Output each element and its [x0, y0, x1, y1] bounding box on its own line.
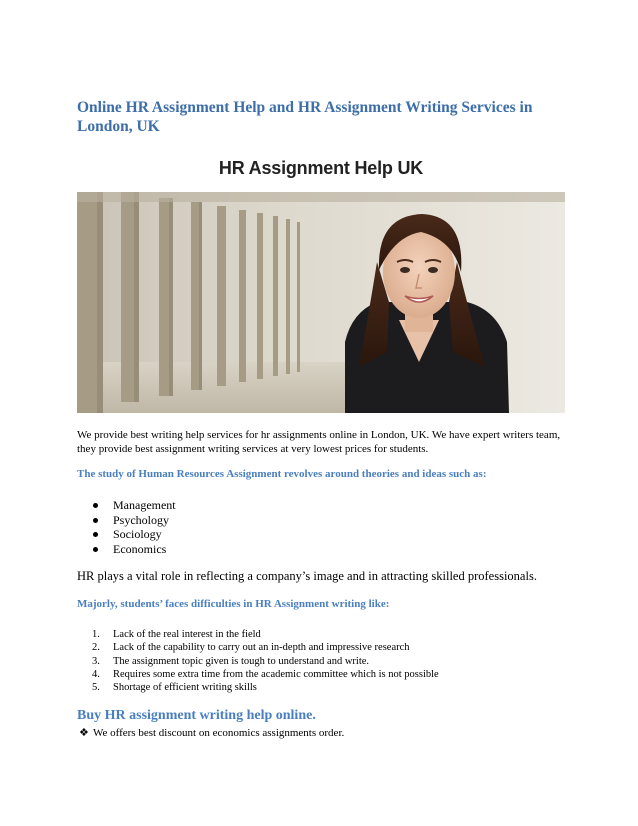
- diamond-bullet-icon: ❖: [79, 727, 89, 739]
- banner-image: [77, 150, 565, 413]
- difficulties-list: [92, 628, 439, 694]
- list-item: Economics: [93, 542, 176, 557]
- list-number: 2.: [92, 642, 100, 654]
- intro-paragraph: We provide best writing help services for hr assignments online in London, UK. We have expert writers team, they provide best assignment writing services at very lowest prices for students.: [77, 429, 561, 455]
- list-number: 3.: [92, 655, 100, 667]
- list-item: 3. The assignment topic given is tough to understand and write.: [92, 655, 370, 667]
- list-item: 4. Requires some extra time from the academic committee which is not possible: [92, 668, 439, 680]
- topics-list: [93, 498, 176, 556]
- difficulties-heading: Majorly, students’ faces difficulties in HR Assignment writing like:: [77, 598, 390, 610]
- list-item: Sociology: [93, 527, 176, 542]
- hr-statement: HR plays a vital role in reflecting a company’s image and in attracting skilled professionals.: [77, 569, 537, 583]
- bullet-dot-icon: [93, 503, 98, 508]
- list-number: 4.: [92, 668, 100, 680]
- offer-line: [79, 726, 569, 740]
- list-item: Psychology: [93, 513, 176, 528]
- bullet-dot-icon: [93, 547, 98, 552]
- list-item: 5. Shortage of efficient writing skills: [92, 682, 257, 694]
- list-item: Management: [93, 498, 176, 513]
- list-item: 2. Lack of the capability to carry out an in-depth and impressive research: [92, 642, 410, 654]
- list-number: 1.: [92, 629, 100, 640]
- list-item: 1. Lack of the real interest in the field: [92, 629, 261, 640]
- buy-heading: Buy HR assignment writing help online.: [77, 708, 316, 723]
- banner-caption: HR Assignment Help UK: [218, 158, 424, 178]
- study-heading: The study of Human Resources Assignment revolves around theories and ideas such as:: [77, 468, 487, 480]
- bullet-dot-icon: [93, 532, 98, 537]
- smiling-student-photo: [77, 192, 565, 413]
- bullet-dot-icon: [93, 518, 98, 523]
- list-number: 5.: [92, 682, 100, 694]
- page-title: Online HR Assignment Help and HR Assignment Writing Services in London, UK: [77, 99, 533, 135]
- offer-text: We offers best discount on economics assignments order.: [93, 727, 345, 739]
